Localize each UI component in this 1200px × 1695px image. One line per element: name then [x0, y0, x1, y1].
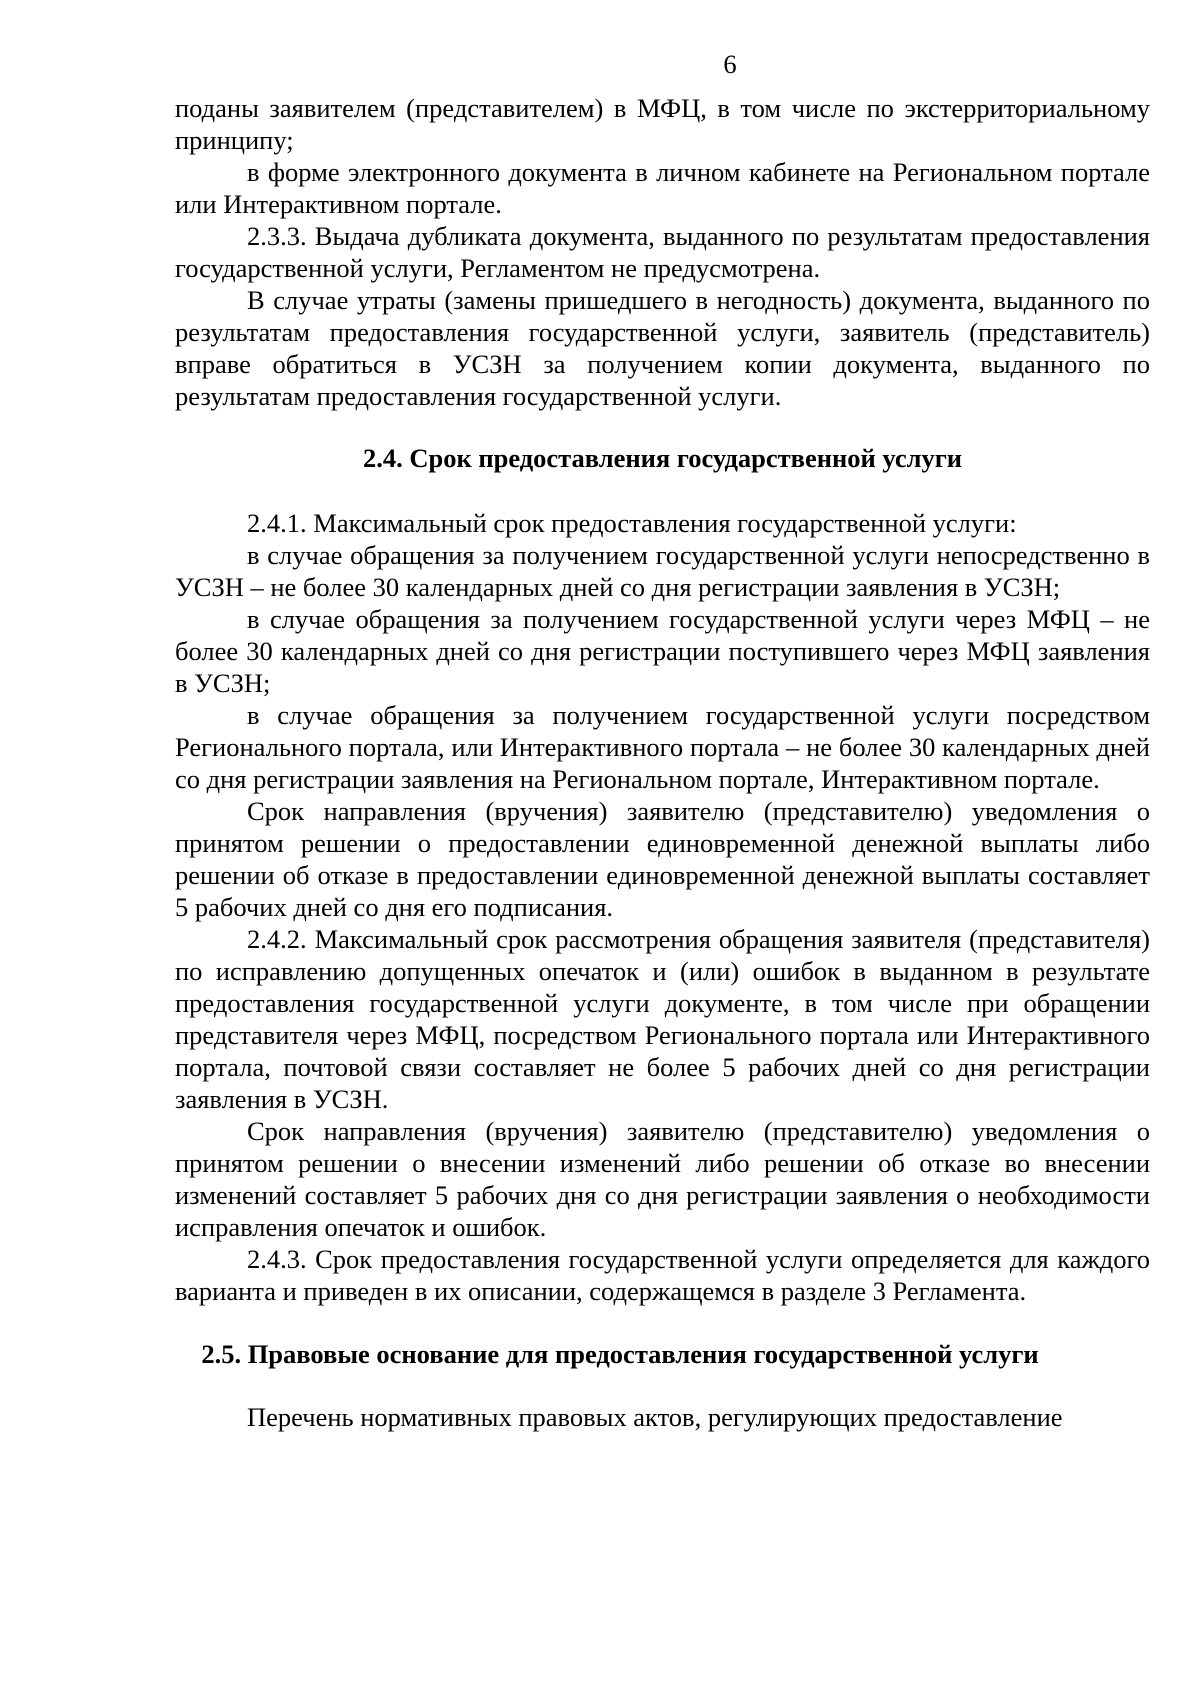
paragraph: в случае обращения за получением государственной услуги непосредственно в УСЗН – не более 30 календарных дней со дня регистрации заявления в УСЗН;: [175, 540, 1150, 602]
paragraph: 2.3.3. Выдача дубликата документа, выданного по результатам предоставления государственной услуги, Регламентом не предусмотрена.: [175, 221, 1150, 283]
paragraph: в форме электронного документа в личном кабинете на Региональном портале или Интерактивном портале.: [175, 157, 1150, 219]
paragraph: 2.4.2. Максимальный срок рассмотрения обращения заявителя (представителя) по исправлению допущенных опечаток и (или) ошибок в выданном в результате предоставления государственной услуги документе, в том числе при обращении представителя через МФЦ, посредством Регионального портала или Интерактивного портала, почтовой связи составляет не более 5 рабочих дней со дня регистрации заявления в УСЗН.: [175, 924, 1150, 1114]
page-number: 6: [723, 49, 737, 79]
paragraph: Срок направления (вручения) заявителю (представителю) уведомления о принятом решении о предоставлении единовременной денежной выплаты либо решении об отказе в предоставлении единовременной денежной выплаты составляет 5 рабочих дней со дня его подписания.: [175, 796, 1150, 922]
section-heading: 2.5. Правовые основание для предоставления государственной услуги: [201, 1339, 1039, 1369]
paragraph: в случае обращения за получением государственной услуги посредством Регионального портала, или Интерактивного портала – не более 30 календарных дней со дня регистрации заявления на Региональном портале, Интерактивном портале.: [175, 700, 1150, 794]
paragraph: В случае утраты (замены пришедшего в негодность) документа, выданного по результатам предоставления государственной услуги, заявитель (представитель) вправе обратиться в УСЗН за получением копии документа, выданного по результатам предоставления государственной услуги.: [175, 285, 1150, 411]
paragraph: 2.4.3. Срок предоставления государственной услуги определяется для каждого варианта и приведен в их описании, содержащемся в разделе 3 Регламента.: [175, 1244, 1150, 1306]
paragraph: поданы заявителем (представителем) в МФЦ, в том числе по экстерриториальному принципу;: [175, 93, 1150, 155]
section-heading: 2.4. Срок предоставления государственной услуги: [362, 443, 963, 473]
document-body: [175, 92, 1150, 1433]
paragraph: Перечень нормативных правовых актов, регулирующих предоставление: [247, 1402, 1063, 1432]
paragraph: 2.4.1. Максимальный срок предоставления государственной услуги:: [247, 508, 1017, 538]
paragraph: в случае обращения за получением государственной услуги через МФЦ – не более 30 календарных дней со дня регистрации поступившего через МФЦ заявления в УСЗН;: [175, 604, 1150, 698]
paragraph: Срок направления (вручения) заявителю (представителю) уведомления о принятом решении о внесении изменений либо решении об отказе во внесении изменений составляет 5 рабочих дня со дня регистрации заявления о необходимости исправления опечаток и ошибок.: [175, 1116, 1150, 1242]
